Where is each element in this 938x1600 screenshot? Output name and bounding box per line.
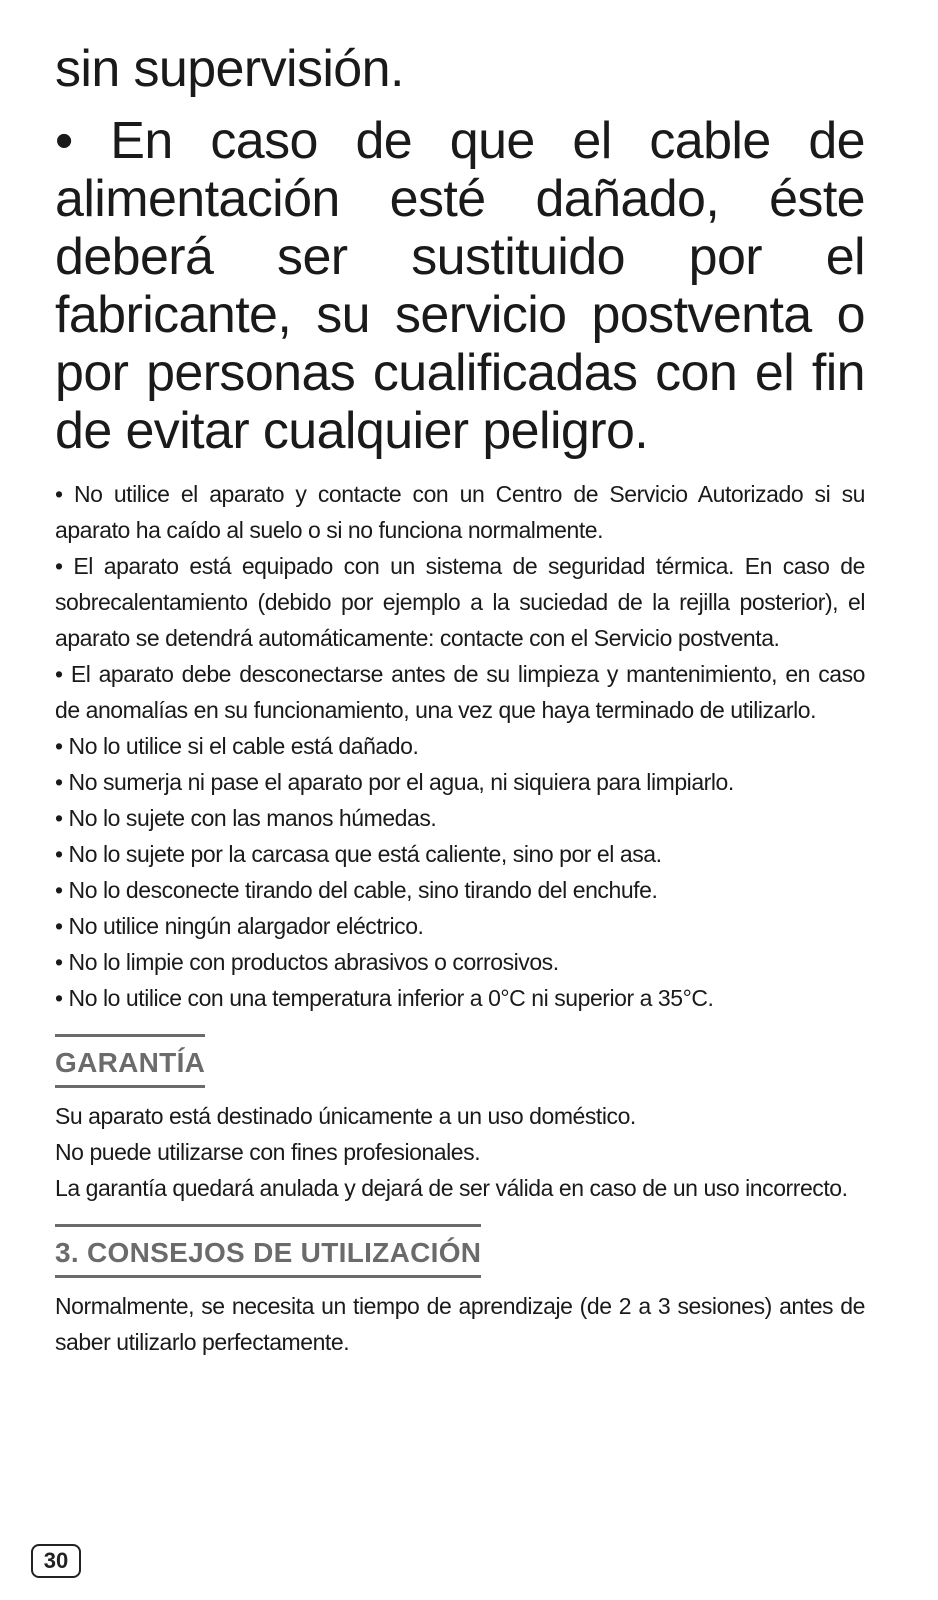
warranty-line: La garantía quedará anulada y dejará de ser válida en caso de un uso incorrecto.: [55, 1175, 848, 1201]
list-item: • No lo utilice con una temperatura inferior a 0°C ni superior a 35°C.: [55, 985, 714, 1011]
list-item: • No lo desconecte tirando del cable, sino tirando del enchufe.: [55, 877, 658, 903]
warranty-body: [55, 1098, 865, 1206]
list-item: • No utilice el aparato y contacte con un Centro de Servicio Autorizado si su aparato ha caído al suelo o si no funciona normalmente.: [55, 481, 865, 543]
power-cable-warning: • En caso de que el cable de alimentación esté dañado, éste deberá ser sustituido por el fabricante, su servicio postventa o por personas cualificadas con el fin de evitar cualquier peligro.: [55, 112, 865, 460]
tips-heading: 3. CONSEJOS DE UTILIZACIÓN: [55, 1224, 481, 1278]
list-item: • El aparato debe desconectarse antes de su limpieza y mantenimiento, en caso de anomalías en su funcionamiento, una vez que haya terminado de utilizarlo.: [55, 661, 865, 723]
tips-text: Normalmente, se necesita un tiempo de aprendizaje (de 2 a 3 sesiones) antes de saber utilizarlo perfectamente.: [55, 1293, 865, 1355]
warranty-line: Su aparato está destinado únicamente a un uso doméstico.: [55, 1103, 636, 1129]
list-item: • No lo sujete por la carcasa que está caliente, sino por el asa.: [55, 841, 662, 867]
tips-body: [55, 1288, 865, 1360]
warranty-section: [55, 1034, 865, 1206]
tips-section: [55, 1224, 865, 1360]
list-item: • No utilice ningún alargador eléctrico.: [55, 913, 424, 939]
warranty-heading: GARANTÍA: [55, 1034, 205, 1088]
safety-list: [55, 476, 865, 1016]
warranty-line: No puede utilizarse con fines profesionales.: [55, 1139, 481, 1165]
list-item: • No sumerja ni pase el aparato por el agua, ni siquiera para limpiarlo.: [55, 769, 734, 795]
list-item: • El aparato está equipado con un sistema de seguridad térmica. En caso de sobrecalentamiento (debido por ejemplo a la suciedad de la rejilla posterior), el aparato se detendrá automáticamente: contacte con el Servicio postventa.: [55, 553, 865, 651]
document-page: [55, 40, 865, 1360]
page-number: 30: [31, 1544, 81, 1578]
continued-text: sin supervisión.: [55, 40, 404, 98]
list-item: • No lo limpie con productos abrasivos o corrosivos.: [55, 949, 559, 975]
list-item: • No lo utilice si el cable está dañado.: [55, 733, 419, 759]
list-item: • No lo sujete con las manos húmedas.: [55, 805, 437, 831]
